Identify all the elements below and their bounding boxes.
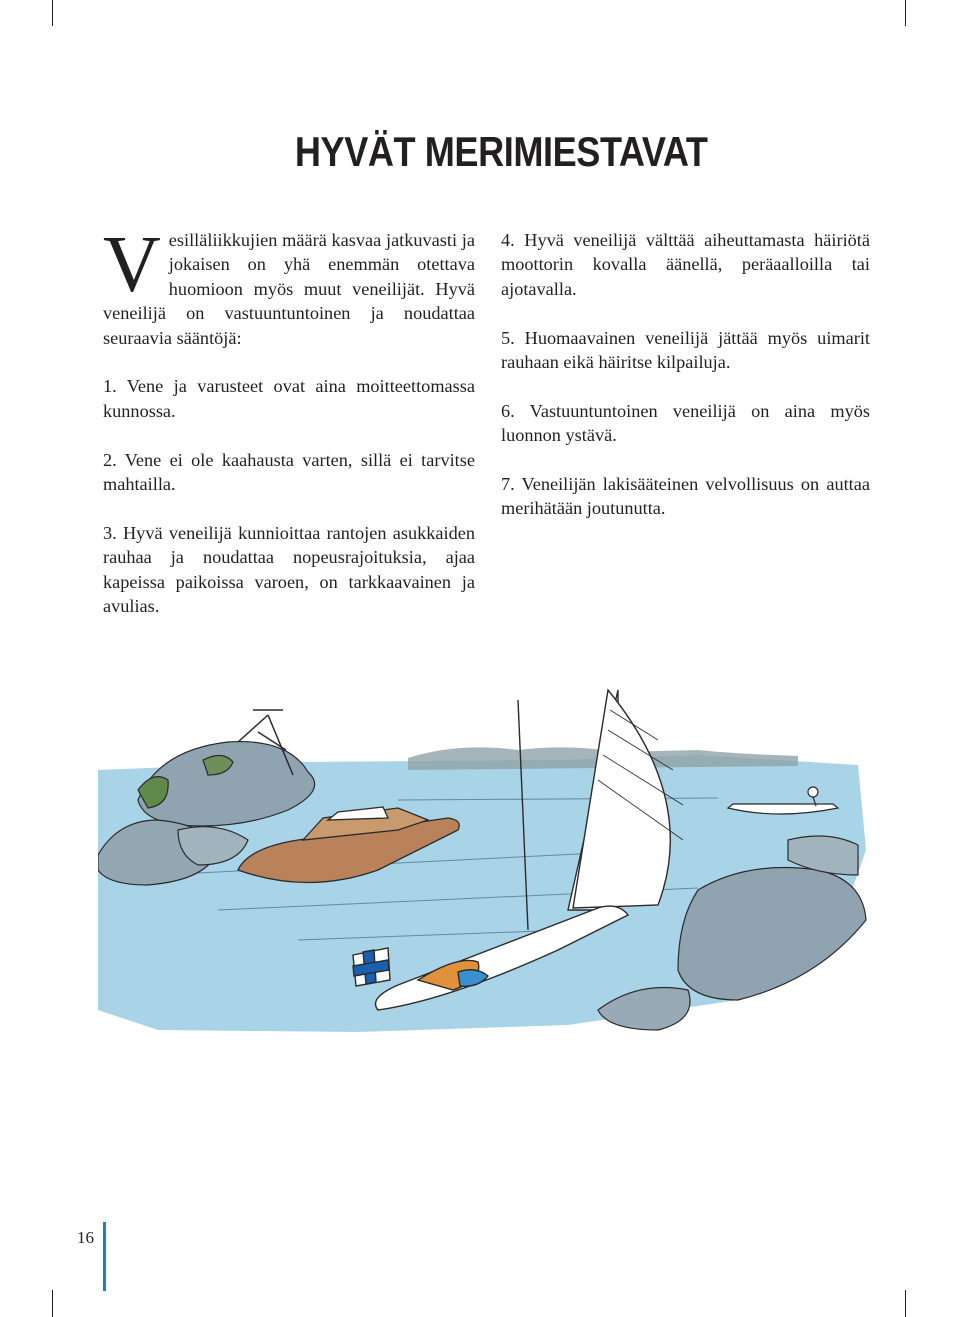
left-text-column <box>103 221 475 643</box>
crop-mark-top-left <box>52 0 53 26</box>
rule-1: 1. Vene ja varusteet ovat aina moitteettomassa kunnossa. <box>103 376 475 421</box>
rule-5: 5. Huomaavainen veneilijä jättää myös uimarit rauhaan eikä häiritse kilpailuja. <box>501 327 870 373</box>
crop-mark-bottom-left <box>52 1290 53 1317</box>
rule-2: 2. Vene ei ole kaahausta varten, sillä ei tarvitse mahtailla. <box>103 449 475 495</box>
crop-mark-top-right <box>905 0 906 26</box>
right-text-column <box>501 228 870 545</box>
page-number: 16 <box>77 1228 94 1247</box>
intro-paragraph <box>103 221 475 350</box>
rule-7: 7. Veneilijän lakisääteinen velvollisuus on auttaa merihätään joutunutta. <box>501 474 870 519</box>
rule-6: 6. Vastuuntuntoinen veneilijä on aina myös luonnon ystävä. <box>501 400 870 446</box>
drop-cap: V <box>103 221 161 309</box>
rule-4: 4. Hyvä veneilijä välttää aiheuttamasta häiriötä moottorin kovalla äänellä, peräaalloilla tai ajotavalla. <box>501 230 870 299</box>
boating-illustration <box>98 680 868 1040</box>
crop-mark-bottom-right <box>905 1290 906 1317</box>
rule-3: 3. Hyvä veneilijä kunnioittaa rantojen asukkaiden rauhaa ja noudattaa nopeusrajoituksia, ajaa kapeissa paikoissa varoen, on tarkkaavainen ja avulias. <box>103 522 475 617</box>
page-title: HYVÄT MERIMIESTAVAT <box>294 128 708 175</box>
page-number-rule <box>103 1222 106 1291</box>
intro-text: esilläliikkujien määrä kasvaa jatkuvasti ja jokaisen on yhä enemmän otettava huomioon myös muut veneilijät. Hyvä veneilijä on vastuuntuntoinen ja noudattaa seuraavia sääntöjä: <box>103 230 475 348</box>
